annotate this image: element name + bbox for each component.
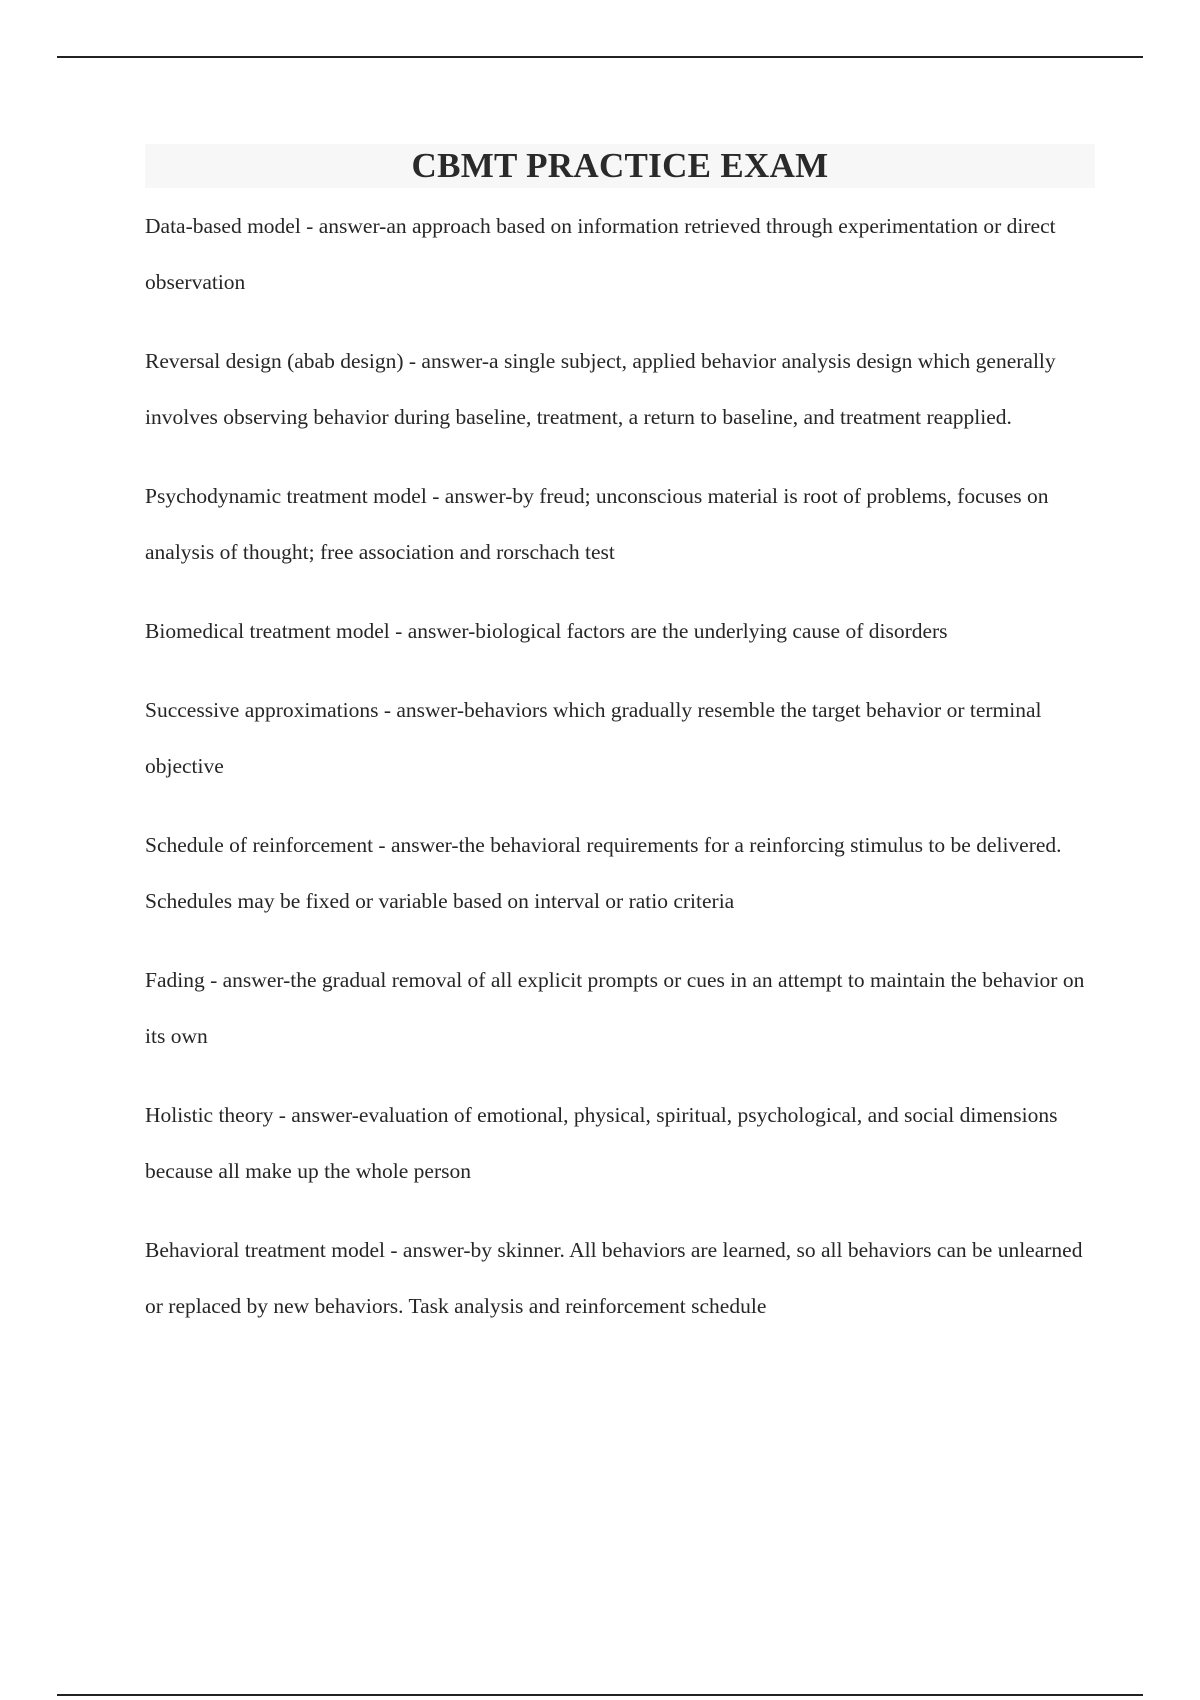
entry-list <box>145 198 1095 1334</box>
entry-data-based-model: Data-based model - answer-an approach based on information retrieved through experimentation or direct observation <box>145 214 1056 294</box>
entry-schedule-of-reinforcement: Schedule of reinforcement - answer-the behavioral requirements for a reinforcing stimulus to be delivered. Schedules may be fixed or variable based on interval or ratio criteria <box>145 833 1062 913</box>
entry-fading: Fading - answer-the gradual removal of all explicit prompts or cues in an attempt to maintain the behavior on its own <box>145 968 1085 1048</box>
entry-behavioral-model: Behavioral treatment model - answer-by skinner. All behaviors are learned, so all behaviors can be unlearned or replaced by new behaviors. Task analysis and reinforcement schedule <box>145 1238 1083 1318</box>
entry-psychodynamic-model: Psychodynamic treatment model - answer-by freud; unconscious material is root of problems, focuses on analysis of thought; free association and rorschach test <box>145 484 1049 564</box>
entry-successive-approximations: Successive approximations - answer-behaviors which gradually resemble the target behavior or terminal objective <box>145 698 1042 778</box>
document-page <box>145 144 1095 1357</box>
header-rule <box>57 56 1143 58</box>
title-band <box>145 144 1095 188</box>
entry-biomedical-model: Biomedical treatment model - answer-biological factors are the underlying cause of disorders <box>145 619 948 643</box>
entry-reversal-design: Reversal design (abab design) - answer-a single subject, applied behavior analysis design which generally involves observing behavior during baseline, treatment, a return to baseline, and treatment reapplied. <box>145 349 1056 429</box>
document-title: CBMT PRACTICE EXAM <box>411 146 829 185</box>
footer-rule <box>57 1694 1143 1696</box>
entry-holistic-theory: Holistic theory - answer-evaluation of emotional, physical, spiritual, psychological, and social dimensions because all make up the whole person <box>145 1103 1058 1183</box>
